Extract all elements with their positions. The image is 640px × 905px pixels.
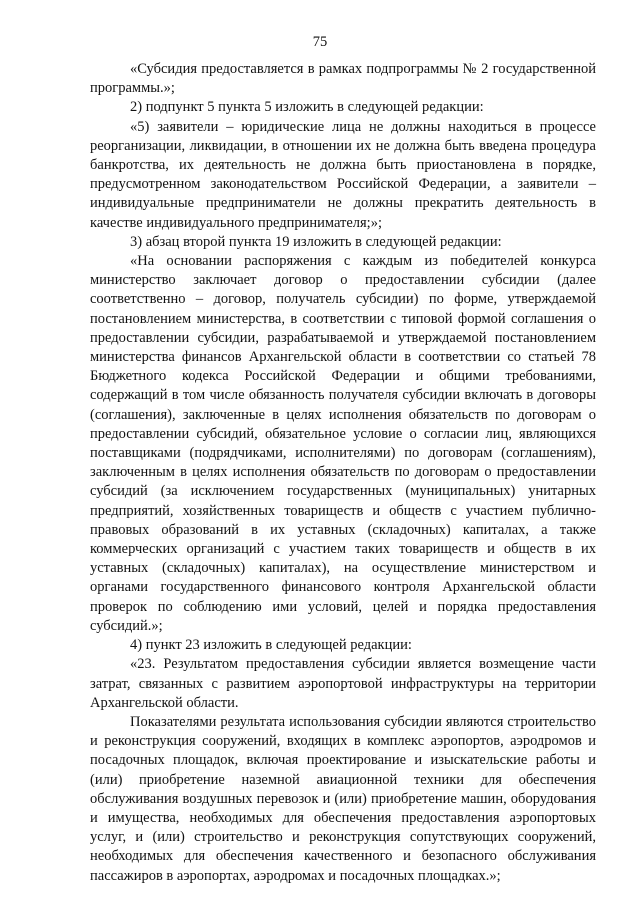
paragraph-item-3: 3) абзац второй пункта 19 изложить в следующей редакции: xyxy=(130,233,502,250)
paragraph-applicants: «5) заявители – юридические лица не должны находиться в процессе реорганизации, ликвидации, в отношении их не должна быть введена процедура банкротства, их деятельность не должна быть приостановлена в порядке, предусмотренном законодательством Российской Федерации, а заявители – индивидуальные предприниматели не должны прекратить деятельность в качестве индивидуального предпринимателя;»; xyxy=(90,118,596,231)
paragraph-subsidy-program: «Субсидия предоставляется в рамках подпрограммы № 2 государственной программы.»; xyxy=(90,61,596,97)
paragraph-contract: «На основании распоряжения с каждым из победителей конкурса министерство заключает договор о предоставлении субсидии (далее соответственно – договор, получатель субсидии) по форме, утверждаемой постановлением министерства, в соответствии с типовой формой соглашения о предоставлении субсидии, разрабатываемой и утверждаемой постановлением министерства финансов Архангельской области в соответствии со статьей 78 Бюджетного кодекса Российской Федерации и общими требованиями, содержащий в том числе обязанность получателя субсидии включать в договоры (соглашения), заключенные в целях исполнения обязательств по договорам о предоставлении субсидий, обязательное условие о согласии лиц, являющихся поставщиками (подрядчиками, исполнителями) по договорам (соглашениям), заключенным в целях исполнения обязательств по договорам о предоставлении субсидий (за исключением государственных (муниципальных) унитарных предприятий, хозяйственных товариществ и обществ с участием публично-правовых образований в их уставных (складочных) капиталах, а также коммерческих организаций с участием таких товариществ и обществ в их уставных (складочных) капиталах), на осуществление министерством и органами государственного финансового контроля Архангельской области проверок по соблюдению ими условий, целей и порядка предоставления субсидий.»; xyxy=(90,253,596,634)
paragraph-item-4: 4) пункт 23 изложить в следующей редакции: xyxy=(130,637,412,654)
paragraph-indicators: Показателями результата использования субсидии являются строительство и реконструкция сооружений, входящих в комплекс аэропортов, аэродромов и посадочных площадок, включая проектирование и изыскательские работы и (или) приобретение наземной авиационной техники для обеспечения обслуживания воздушных перевозок и (или) приобретение машин, оборудования и имущества, необходимых для обеспечения предоставления аэропортовых услуг, и (или) строительство и реконструкция сопутствующих сооружений, необходимых для обеспечения качественного и безопасного обслуживания пассажиров в аэропортах, аэродромах и посадочных площадках.»; xyxy=(90,713,596,884)
paragraph-result: «23. Результатом предоставления субсидии является возмещение части затрат, связанных с развитием аэропортовой инфраструктуры на территории Архангельской области. xyxy=(90,656,596,711)
page-number: 75 xyxy=(312,34,328,50)
paragraph-item-2: 2) подпункт 5 пункта 5 изложить в следующей редакции: xyxy=(130,99,484,116)
document-body xyxy=(90,60,596,886)
